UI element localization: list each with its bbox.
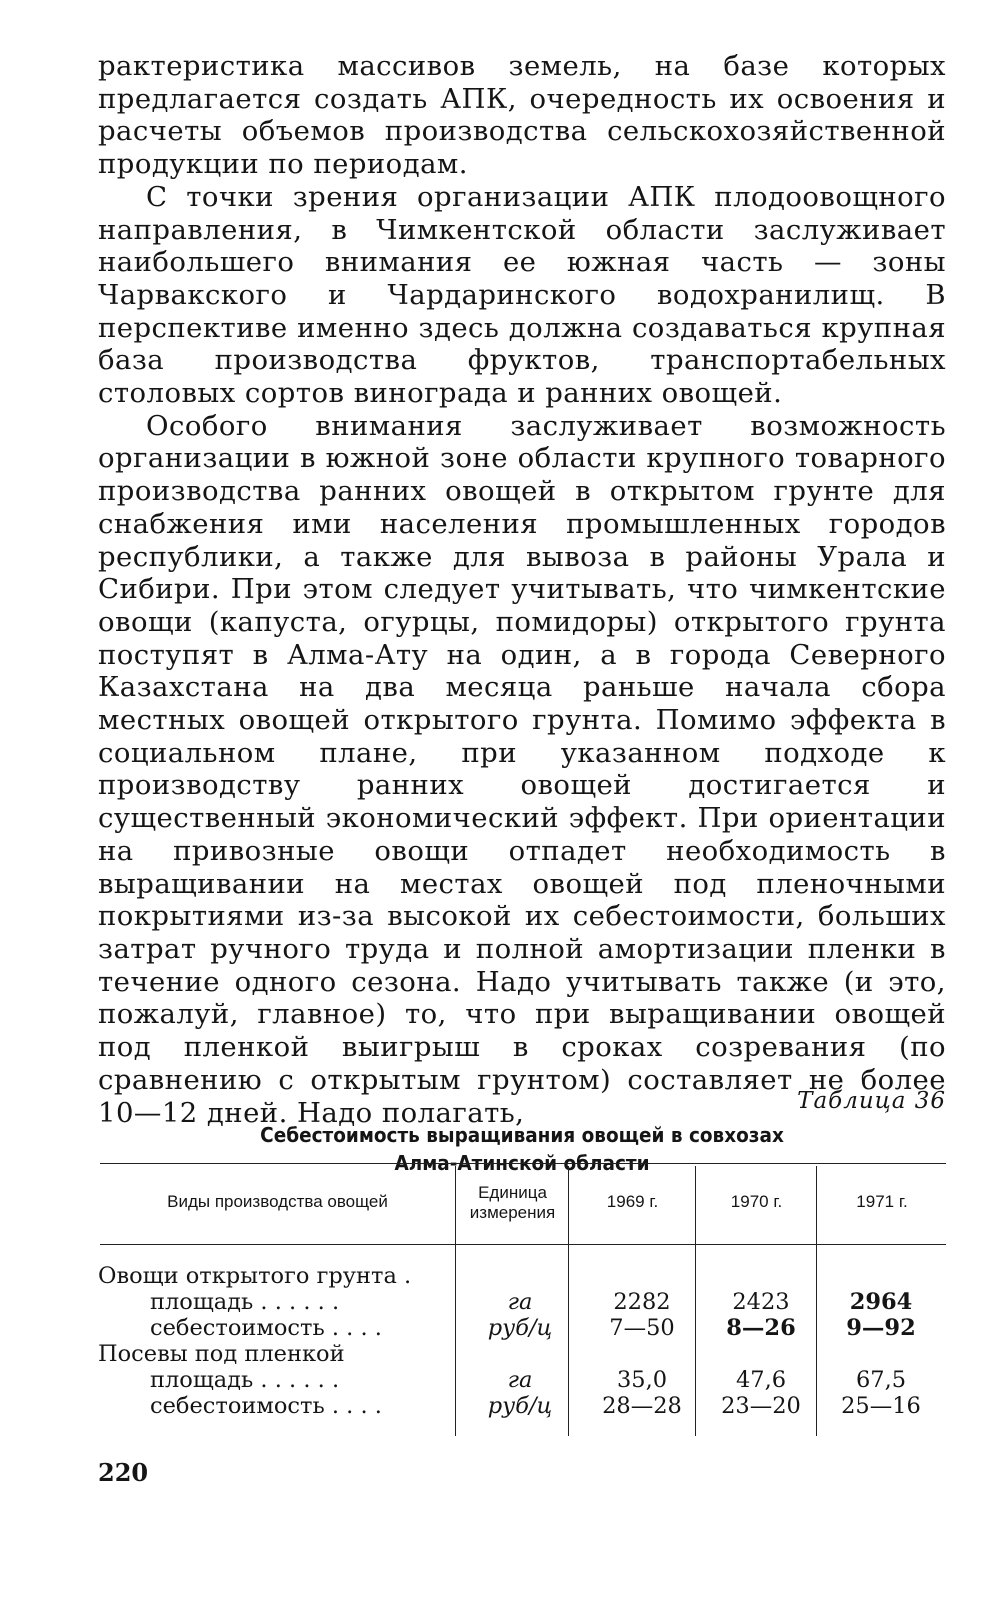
cell-1969: 2282	[613, 1289, 671, 1315]
table-top-rule	[100, 1163, 946, 1164]
row-unit: руб/ц	[487, 1393, 553, 1419]
body-text	[98, 50, 946, 1129]
table-title-line: Себестоимость выращивания овощей в совхозах	[260, 1123, 784, 1147]
cell-1970: 8—26	[726, 1315, 796, 1341]
header-1969: 1969 г.	[606, 1192, 659, 1211]
cell-1970: 23—20	[721, 1393, 801, 1419]
cell-1971: 2964	[849, 1289, 913, 1315]
header-bottom-rule	[100, 1244, 946, 1245]
cell-1970: 2423	[732, 1289, 790, 1315]
header-unit-line: измерения	[469, 1203, 556, 1222]
header-1970: 1970 г.	[730, 1192, 783, 1211]
table-row	[98, 1289, 946, 1315]
header-unit	[457, 1183, 568, 1223]
row-label: площадь . . . . . .	[150, 1367, 340, 1393]
cell-1969: 35,0	[616, 1367, 668, 1393]
paragraph: Особого внимания заслуживает возможность организации в южной зоне области крупного товарного производства ранних овощей в открытом грунте для снабжения ими населения промышленных городов республики, а также для вывоза в районы Урала и Сибири. При этом следует учитывать, что чимкентские овощи (капуста, огурцы, помидоры) открытого грунта поступят в Алма-Ату на один, а в города Северного Казахстана на два месяца раньше начала сбора местных овощей открытого грунта. Помимо эффекта в социальном плане, при указанном подходе к производству ранних овощей достигается и существенный экономический эффект. При ориентации на привозные овощи отпадет необходимость в выращивании на местах овощей под пленочными покрытиями из-за высокой их себестоимости, больших затрат ручного труда и полной амортизации пленки в течение одного сезона. Надо учитывать также (и это, пожалуй, главное) то, что при выращивании овощей под пленкой выигрыш в сроках созревания (по сравнению с открытым грунтом) составляет не более 10—12 дней. Надо полагать,	[98, 409, 946, 1129]
row-unit: га	[507, 1289, 533, 1315]
header-kind: Виды производства овощей	[167, 1192, 388, 1211]
table-row	[98, 1393, 946, 1419]
paragraph-continued: рактеристика массивов земель, на базе которых предлагается создать АПК, очередность их освоения и расчеты объемов производства сельскохозяйственной продукции по периодам.	[98, 50, 946, 181]
cell-1971: 25—16	[841, 1393, 921, 1419]
paragraph: С точки зрения организации АПК плодоовощного направления, в Чимкентской области заслуживает наибольшего внимания ее южная часть — зоны Чарвакского и Чардаринского водохранилищ. В перспективе именно здесь должна создаваться крупная база производства фруктов, транспортабельных столовых сортов винограда и ранних овощей.	[98, 180, 946, 410]
table-row	[98, 1341, 946, 1367]
row-label: себестоимость . . . .	[150, 1315, 382, 1341]
table-row	[98, 1315, 946, 1341]
row-label: Овощи открытого грунта .	[98, 1263, 412, 1289]
cell-1971: 9—92	[846, 1315, 916, 1341]
table-title	[98, 1121, 946, 1177]
table-row	[98, 1263, 946, 1289]
cell-1970: 47,6	[735, 1367, 787, 1393]
cell-1971: 67,5	[855, 1367, 907, 1393]
row-unit: га	[507, 1367, 533, 1393]
cell-1969: 7—50	[609, 1315, 675, 1341]
header-1971: 1971 г.	[856, 1192, 908, 1211]
table-row	[98, 1367, 946, 1393]
table-title-line: Алма-Атинской области	[394, 1151, 650, 1175]
table-number: Таблица 36	[797, 1088, 946, 1114]
row-label: себестоимость . . . .	[150, 1393, 382, 1419]
cell-1969: 28—28	[602, 1393, 682, 1419]
row-unit: руб/ц	[487, 1315, 553, 1341]
header-unit-line: Единица	[478, 1183, 547, 1202]
row-label: площадь . . . . . .	[150, 1289, 340, 1315]
page-number: 220	[98, 1458, 149, 1487]
row-label: Посевы под пленкой	[98, 1341, 345, 1367]
